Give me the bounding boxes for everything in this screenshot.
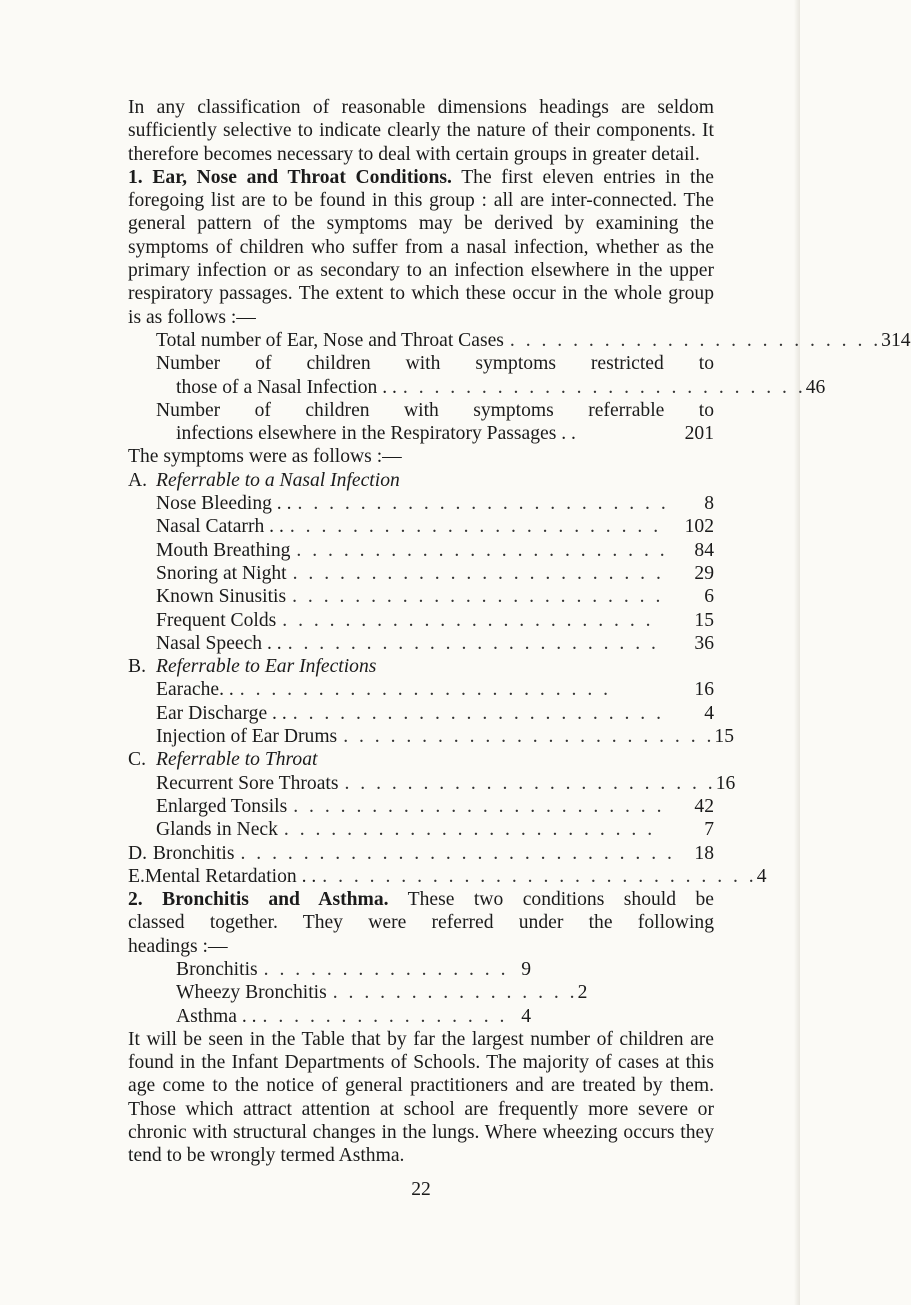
nasal-label-line1: Number of children with symptoms restricted to [156, 353, 714, 375]
group-e-row: E. Mental Retardation . . . . . . . . . . . . . . . . . . . . . . . . . . . . . . 4 [128, 865, 767, 887]
group-c-list [128, 772, 736, 842]
total-cases-value: 314 [881, 329, 911, 351]
section2-list [128, 958, 588, 1028]
list-item: Frequent Colds . . . . . . . . . . . . . . . . . . . . . . . . 15 [156, 609, 714, 631]
total-cases-row: Total number of Ear, Nose and Throat Cases . . . . . . . . . . . . . . . . . . . . . . . . 314 [156, 329, 911, 351]
respiratory-value: 201 [684, 423, 714, 445]
list-item: Enlarged Tonsils . . . . . . . . . . . . . . . . . . . . . . . . 42 [156, 795, 714, 817]
resp-label-line1: Number of children with symptoms referrable to [156, 399, 714, 421]
section2-line1: 2. Bronchitis and Asthma. These two conditions should be [128, 889, 714, 911]
list-item: Wheezy Bronchitis . . . . . . . . . . . . . . . . 2 [176, 982, 588, 1004]
section2-heading: 2. Bronchitis and Asthma. [128, 889, 389, 911]
document-page [128, 96, 911, 1201]
list-item: Nasal Catarrh . . . . . . . . . . . . . . . . . . . . . . . . . . 102 [156, 516, 714, 538]
list-item: Ear Discharge . . . . . . . . . . . . . . . . . . . . . . . . . . 4 [156, 702, 714, 724]
section1-paragraph [128, 166, 714, 329]
list-item: Asthma . . . . . . . . . . . . . . . . . . 4 [176, 1005, 531, 1027]
section1-text: The first eleven entries in the foregoing list are to be found in this group : all are inter-connected. The general pattern of the symptoms may be derived by examining the symptoms of children who suffer from a nasal infection, whether as the primary infection or as secondary to an infection elsewhere in the upper respiratory passages. The extent to which these occur in the whole group is as follows :— [128, 166, 714, 328]
totals-block [128, 329, 911, 445]
group-b-list [128, 678, 735, 748]
intro-paragraph: In any classification of reasonable dimensions headings are seldom sufficiently selective to indicate clearly the nature of their components. It therefore becomes necessary to deal with certain groups in greater detail. [128, 97, 714, 165]
nasal-infection-value: 46 [805, 376, 826, 398]
nasal-infection-row: those of a Nasal Infection . . . . . . . . . . . . . . . . . . . . . . . . . . . . 46 [176, 376, 826, 398]
group-c-heading: C. Referrable to Throat [128, 749, 318, 771]
respiratory-row: infections elsewhere in the Respiratory Passages . . 201 [176, 423, 714, 445]
list-item: Recurrent Sore Throats . . . . . . . . . . . . . . . . . . . . . . . . 16 [156, 772, 736, 794]
section2-line3: headings :— [128, 935, 228, 957]
closing-paragraph: It will be seen in the Table that by far the largest number of children are found in the Infant Departments of Schools. The majority of cases at this age come to the notice of general practitioners and are treated by them. Those which attract attention at school are frequently more severe or chronic with structural changes in the lungs. Where wheezing occurs they tend to be wrongly termed Asthma. [128, 1028, 714, 1167]
group-a-heading: A. Referrable to a Nasal Infection [128, 469, 400, 491]
group-d-row: D. Bronchitis . . . . . . . . . . . . . . . . . . . . . . . . . . . . 18 [128, 842, 714, 864]
list-item: Snoring at Night . . . . . . . . . . . . . . . . . . . . . . . . 29 [156, 562, 714, 584]
list-item: Nose Bleeding . . . . . . . . . . . . . . . . . . . . . . . . . . 8 [156, 493, 714, 515]
list-item: Injection of Ear Drums . . . . . . . . . . . . . . . . . . . . . . . . 15 [156, 726, 735, 748]
list-item: Earache. . . . . . . . . . . . . . . . . . . . . . . . . . 16 [156, 679, 714, 701]
page-edge-shadow [794, 0, 800, 1305]
symptoms-intro: The symptoms were as follows :— [128, 446, 402, 468]
list-item: Mouth Breathing . . . . . . . . . . . . . . . . . . . . . . . . 84 [156, 539, 714, 561]
section1-heading: 1. Ear, Nose and Throat Conditions. [128, 166, 452, 188]
list-item: Glands in Neck . . . . . . . . . . . . . . . . . . . . . . . . 7 [156, 819, 714, 841]
page-number: 22 [411, 1178, 431, 1200]
section2-line2: classed together. They were referred under the following [128, 912, 714, 934]
list-item: Known Sinusitis . . . . . . . . . . . . . . . . . . . . . . . . 6 [156, 586, 714, 608]
list-item: Bronchitis . . . . . . . . . . . . . . . . 9 [176, 958, 531, 980]
list-item: Nasal Speech . . . . . . . . . . . . . . . . . . . . . . . . . . 36 [156, 632, 714, 654]
group-a-list [128, 492, 714, 655]
group-b-heading: B. Referrable to Ear Infections [128, 656, 377, 678]
